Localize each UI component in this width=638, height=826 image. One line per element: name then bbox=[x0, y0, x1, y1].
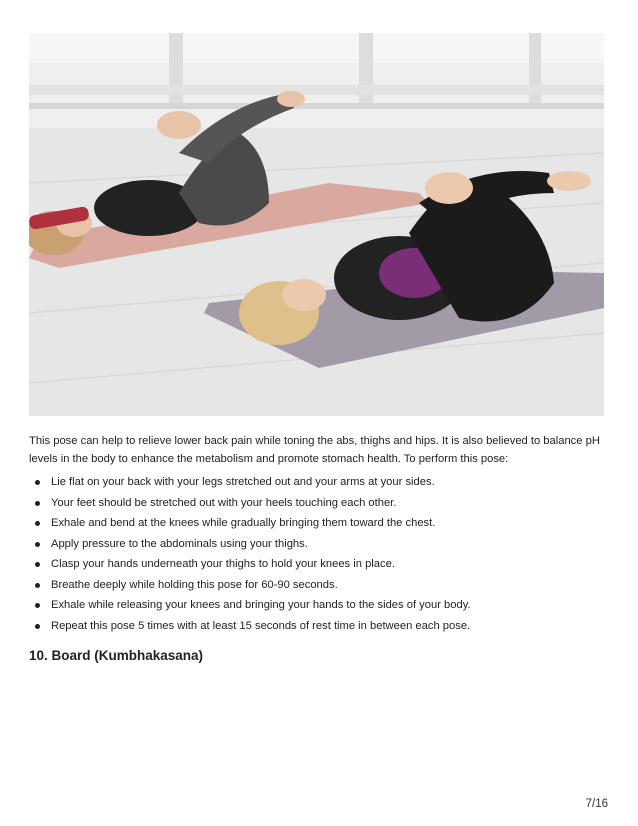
step-text: Lie flat on your back with your legs stretched out and your arms at your sides. bbox=[51, 476, 435, 488]
bullet-icon bbox=[35, 542, 40, 547]
yoga-photo-illustration bbox=[29, 33, 604, 416]
bullet-icon bbox=[35, 583, 40, 588]
pose-steps-list bbox=[29, 472, 614, 636]
bullet-icon bbox=[35, 521, 40, 526]
intro-paragraph: This pose can help to relieve lower back pain while toning the abs, thighs and hips. It is also believed to balance pH levels in the body to enhance the metabolism and promote stomach health. To perform this pose: bbox=[29, 435, 600, 465]
step-text: Apply pressure to the abdominals using your thighs. bbox=[51, 537, 308, 550]
page-number: 7/16 bbox=[585, 798, 608, 810]
list-item bbox=[29, 616, 614, 637]
step-text: Exhale and bend at the knees while gradually bringing them toward the chest. bbox=[51, 517, 436, 529]
list-item bbox=[29, 513, 614, 534]
list-item bbox=[29, 493, 614, 514]
step-text: Repeat this pose 5 times with at least 15 seconds of rest time in between each pose. bbox=[51, 619, 471, 632]
step-text: Clasp your hands underneath your thighs to hold your knees in place. bbox=[51, 558, 395, 570]
bullet-icon bbox=[35, 480, 40, 485]
list-item bbox=[29, 534, 614, 555]
bullet-icon bbox=[35, 603, 40, 608]
step-text: Your feet should be stretched out with your heels touching each other. bbox=[51, 496, 397, 509]
section-heading: 10. Board (Kumbhakasana) bbox=[29, 648, 204, 663]
yoga-photo bbox=[29, 33, 604, 416]
list-item bbox=[29, 472, 614, 493]
step-text: Breathe deeply while holding this pose for 60-90 seconds. bbox=[51, 578, 338, 591]
bullet-icon bbox=[35, 624, 40, 629]
list-item bbox=[29, 575, 614, 596]
bullet-icon bbox=[35, 562, 40, 567]
step-text: Exhale while releasing your knees and bringing your hands to the sides of your body. bbox=[51, 599, 471, 611]
list-item bbox=[29, 595, 614, 616]
list-item bbox=[29, 554, 614, 575]
bullet-icon bbox=[35, 501, 40, 506]
